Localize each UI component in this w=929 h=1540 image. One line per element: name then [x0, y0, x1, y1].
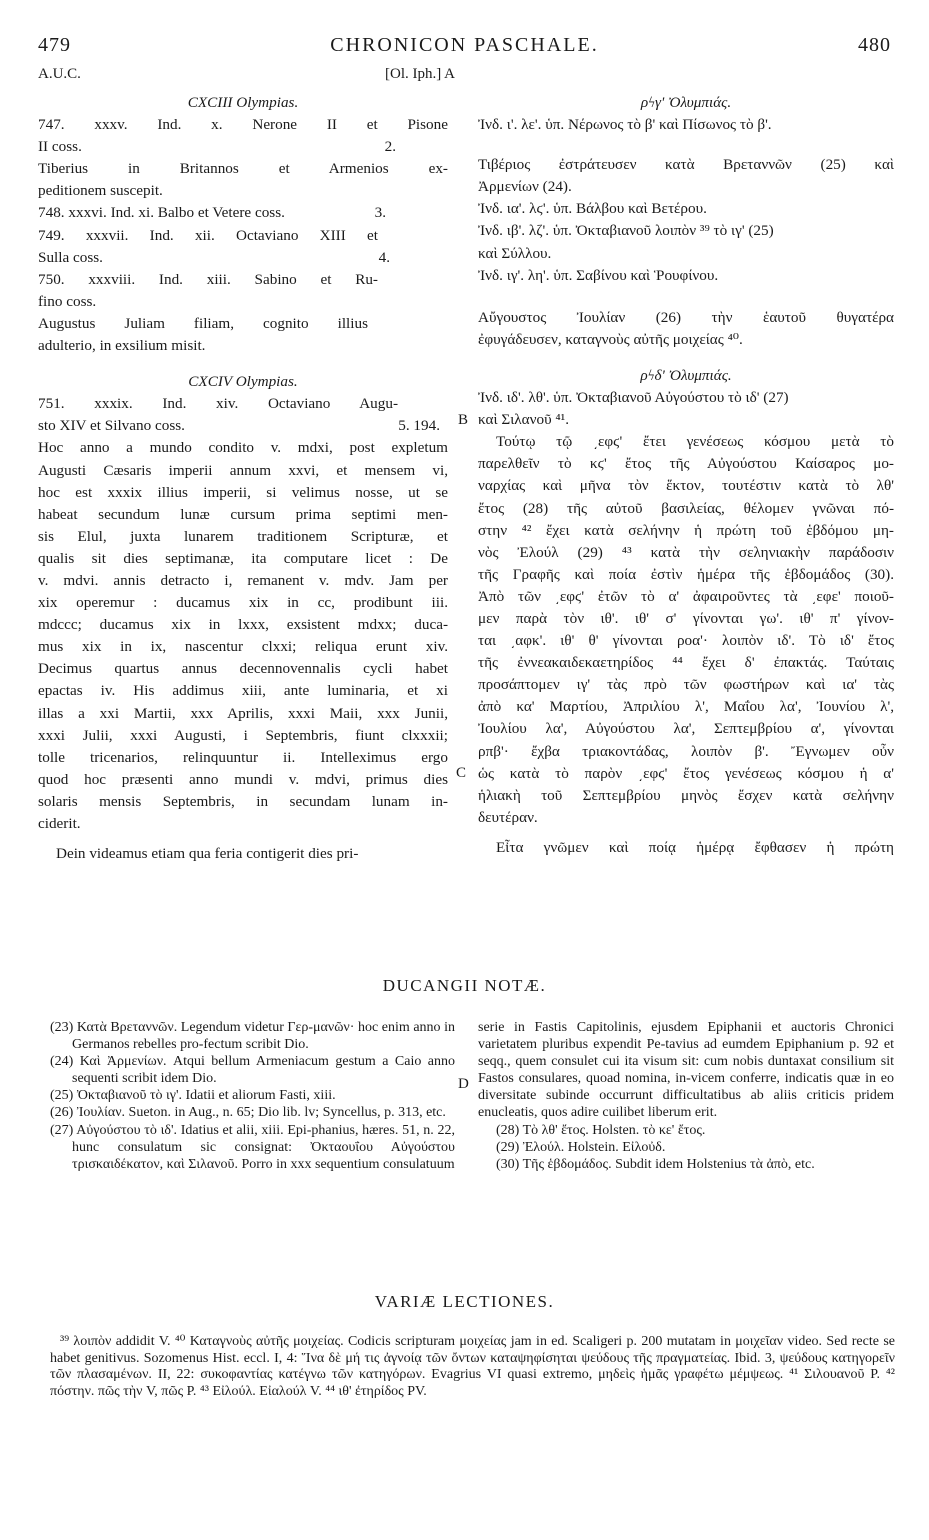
latin-body-line: hoc est xxxix illius imperii, si velimus nosse, ut se: [38, 483, 448, 501]
notes-title: DUCANGII NOTÆ.: [382, 976, 547, 995]
note-item: (29) Ἐλούλ. Holstein. Εἰλοὐδ.: [496, 1139, 666, 1155]
greek-body-line: ἔτος (28) τῆς αὐτοῦ βασιλείας, θέλομεν γνῶναι πό-: [478, 499, 894, 517]
latin-line: adulterio, in exsilium misit.: [38, 337, 206, 355]
greek-body-line: νὸς Ἐλούλ (29) ⁴³ κατὰ τὴν σεληνιακὴν παράδοσιν: [478, 543, 894, 561]
latin-line: 751. xxxix. Ind. xiv. Octaviano Augu-: [38, 395, 398, 413]
margin-marker-b: B: [458, 412, 469, 428]
auc-label: A.U.C.: [38, 66, 81, 82]
latin-body-line: ciderit.: [38, 815, 81, 832]
note-item: (23) Κατὰ Βρεταννῶν. Legendum videtur Γερ-μανῶν· hoc enim anno in Germanos rebelles pro-fectum scribit Dio.: [50, 1020, 455, 1053]
running-title: CHRONICON PASCHALE.: [330, 34, 599, 56]
note-item: (27) Αὐγούστου τὸ ιδ'. Idatius et alii, xiii. Epi-phanius, hæres. 51, n. 22, hunc consulatum sic consignat: Ὀκταουΐου Αὐγούστου τρισκαιδέκατον, καὶ Σιλανοῦ. Porro in xxx sequentium consulatuum: [50, 1122, 455, 1172]
greek-line: Ἰνδ. ι'. λε'. ὑπ. Νέρωνος τὸ β' καὶ Πίσωνος τὸ β'.: [478, 116, 772, 134]
greek-line: Ἰνδ. ιγ'. λη'. ὑπ. Σαβίνου καὶ Ῥουφίνου.: [478, 266, 719, 284]
latin-olympiad-heading: CXCIII Olympias.: [187, 94, 299, 111]
latin-body-line: solaris mensis Septembris, in secundam lunam in-: [38, 792, 448, 810]
latin-body-line: quod hoc præsenti anno mundi v. mdvi, primus dies: [38, 770, 448, 788]
greek-line: καὶ Σύλλου.: [478, 244, 552, 262]
greek-body-line: ναρχίας καὶ μῆνα τὸν ἕκτον, τουτέστιν κατὰ τὸ λθ': [478, 477, 894, 495]
page-number-left: 479: [38, 34, 71, 56]
latin-line: 750. xxxviii. Ind. xiii. Sabino et Ru-: [38, 270, 378, 288]
greek-olympiad-heading: ρϟγ' Ὀλυμπιάς.: [640, 94, 732, 111]
latin-body-line: Decimus quartus annus decennovennalis cycli habet: [38, 660, 448, 678]
greek-line: Ἰνδ. ια'. λϛ'. ὑπ. Βάλβου καὶ Βετέρου.: [478, 200, 707, 218]
latin-line: Augustus Juliam filiam, cognito illius: [38, 314, 368, 332]
latin-olympiad-heading: CXCIV Olympias.: [188, 373, 298, 391]
greek-body-line: παρελθεῖν τὸ κϛ' ἔτος τῆς Αὐγούστου Καίσαρος μο-: [478, 455, 894, 473]
greek-line: Ἰνδ. ιδ'. λθ'. ὑπ. Ὀκταβιανοῦ Αὐγούστου τὸ ιδ' (27): [478, 389, 789, 407]
latin-body-line: mus xix in ix, nascentur clxxi; reliqua erunt xiv.: [38, 638, 448, 656]
latin-body-line: xix operemur : ducamus xix in cc, prodibunt iii.: [38, 594, 448, 612]
greek-body-line: Ἀπὸ τῶν ͵εφϛ' ἐτῶν τὸ α' ἀφαιροῦντες τὰ ͵εφε' ποιοῦ-: [478, 587, 894, 605]
greek-body-line: ὡς κατὰ τὸ παρὸν ͵εφϛ' ἔτος γενέσεως κόσμου ἡ α': [478, 764, 894, 782]
latin-column: [38, 92, 448, 865]
latin-body-line: habeat secundum lunæ cursum prima septimi men-: [38, 505, 448, 523]
latin-body-line: sis Elul, juxta lunarem traditionem Scripturæ, et: [38, 527, 448, 545]
greek-olympiad-heading: ρϟδ' Ὀλυμπιάς.: [640, 366, 732, 384]
greek-line: Ἀρμενίων (24).: [478, 178, 572, 196]
note-item: (25) Ὀκταβιανοῦ τὸ ιγ'. Idatii et aliorum Fasti, xiii.: [50, 1088, 336, 1104]
latin-line: 748. xxxvi. Ind. xi. Balbo et Vetere coss. 3.: [38, 204, 386, 222]
greek-body-line: τῆς Γραφῆς καὶ ποία ἐστὶν ἡμέρα τῆς ἑβδομάδος (30).: [478, 565, 894, 583]
greek-body-line: Ἰουλίου λα', Αὐγούστου λα', Σεπτεμβρίου α', γίνονται: [478, 720, 894, 738]
greek-body-line: ἡλιακὴ τοῦ Σεπτεμβρίου μηνὸς ἔσχεν κατὰ σελήνην: [478, 786, 894, 804]
latin-body-line: qualis sit dies septimanæ, ita computare licet : De: [38, 549, 448, 567]
greek-line: ἐφυγάδευσεν, καταγνοὺς αὐτῆς μοιχείας ⁴⁰.: [478, 330, 743, 348]
latin-body-line: Augusti Cæsaris imperii annum xxvi, et mensem vi,: [38, 461, 448, 479]
latin-line: fino coss.: [38, 292, 97, 310]
latin-line: II coss. 2.: [38, 138, 396, 156]
page-number-right: 480: [858, 34, 891, 56]
notes-right-column: [478, 1019, 894, 1173]
latin-body-line: Hoc anno a mundo condito v. mdxi, post expletum: [38, 439, 448, 457]
latin-line: 749. xxxvii. Ind. xii. Octaviano XIII et: [38, 226, 378, 244]
latin-body-line: tolle tricenarios, relinquuntur ii. Intelleximus ergo: [38, 748, 448, 766]
latin-body-line: illas a xxi Martii, xxx Aprilis, xxxi Maii, xxx Junii,: [38, 704, 448, 722]
margin-marker-d: D: [458, 1076, 469, 1092]
greek-body-line: ται ͵αφκ'. ιθ' θ' γίνονται ροα'· λοιπὸν ιδ'. Τὸ ιδ' ἔτος: [478, 632, 894, 650]
greek-body-line: τῆς ἐννεακαιδεκαετηρίδος ⁴⁴ ἔχει δ' ἐπακτάς. Ταύταις: [478, 654, 894, 672]
greek-body-line: στην ⁴² ἔχει κατὰ σελήνην ἡ πρώτη τοῦ ἑβδόμου μη-: [478, 521, 894, 539]
greek-line: καὶ Σιλανοῦ ⁴¹.: [478, 411, 570, 429]
greek-column: [478, 92, 894, 859]
note-item: serie in Fastis Capitolinis, ejusdem Epiphanii et auctoris Chronici varietatem pluribus expendit Pe-tavius ad eumdem Epiphanium p. 92 et seqq., quem consulet cui ita visum sit: cum nobis duntaxat consilium sit Fastos consulares, quoad nomina, in-vicem conferre, indicatis quæ in eo diversitate subinde occurrunt difficultatibus ab aliis criticis pridem enucleatis, quos adire cuilibet liberum erit.: [478, 1020, 894, 1121]
greek-line: Αὔγουστος Ἰουλίαν (26) τὴν ἑαυτοῦ θυγατέρα: [478, 308, 894, 326]
latin-body-line: epactas iv. His addimus xiii, ante luminaria, et xi: [38, 682, 448, 700]
note-item: (26) Ἰουλίαν. Sueton. in Aug., n. 65; Dio lib. lv; Syncellus, p. 313, etc.: [50, 1105, 446, 1121]
latin-body-line: xxxi Julii, xxxi Augusti, i Septembris, fiunt clxxxii;: [38, 726, 448, 744]
latin-line: sto XIV et Silvano coss. 5. 194.: [38, 417, 440, 435]
note-item: (28) Τὸ λθ' ἔτος. Holsten. τὸ κε' ἔτος.: [496, 1122, 706, 1138]
greek-closing-line: Εἶτα γνῶμεν καὶ ποίᾳ ἡμέρᾳ ἔφθασεν ἡ πρώτη: [496, 838, 894, 856]
latin-closing-line: Dein videamus etiam qua feria contigerit dies pri-: [56, 845, 359, 863]
greek-body-line: Τούτῳ τῷ ͵εφϛ' ἔτει γενέσεως κόσμου μετὰ τὸ: [496, 433, 894, 451]
note-item: (24) Καὶ Ἀρμενίων. Atqui bellum Armeniacum gestum a Caio anno sequenti scribit idem Dio.: [50, 1054, 455, 1087]
latin-body-line: v. mdvi. annis detracto i, remanent v. mdv. Jam per: [38, 571, 448, 589]
variae-lectiones-text: [50, 1334, 895, 1400]
margin-marker-c: C: [456, 765, 467, 781]
greek-line: Ἰνδ. ιβ'. λζ'. ὑπ. Ὀκταβιανοῦ λοιπὸν ³⁹ τὸ ιγ' (25): [478, 222, 774, 240]
latin-line: 747. xxxv. Ind. x. Nerone II et Pisone: [38, 116, 448, 134]
note-item: (30) Τῆς ἑβδομάδος. Subdit idem Holstenius τὰ ἀπὸ, etc.: [496, 1156, 815, 1172]
variae-title: VARIÆ LECTIONES.: [374, 1292, 555, 1311]
greek-body-line: ρπβ'· ἔχβα τριακοντάδας, λοιπὸν β'. Ἔγνωμεν οὖν: [478, 742, 894, 760]
greek-body-line: ἀπὸ κα' Μαρτίου, Ἀπριλίου λ', Μαΐου λα', Ἰουνίου λ',: [478, 698, 894, 716]
greek-line: Τιβέριος ἐστράτευσεν κατὰ Βρεταννῶν (25) καὶ: [478, 156, 894, 174]
latin-line: peditionem suscepit.: [38, 182, 163, 200]
variae-paragraph: ³⁹ λοιπὸν addidit V. ⁴⁰ Καταγνοὺς αὐτῆς μοιχείας. Codicis scripturam μοιχείας jam in ed. Scaligeri p. 200 mutatam in μοιχεῖαν video. Sed recte se habet genitivus. Sozomenus Hist. eccl. I, 4: Ἵνα δὲ μή τις ἀγνοίᾳ τῶν ὄντων καταψηφίσηται ψεύδους τῆς πραγματείας. Ibid. 3, ψεύδους κατηγορεῖν τῶν πλασαμένων. II, 22: συκοφαντίας κατέγνω τῶν κατηγόρων. Evagrius VI quasi extremo, μηδεὶς ἡμᾶς γραφέτω μέμψεως. ⁴¹ Σιλουανοῦ P. ⁴² πόστην. πῶς τὴν V, πῶς P. ⁴³ Εἰλούλ. Εἰαλούλ V. ⁴⁴ ιθ' ἐτηρίδος PV.: [50, 1334, 895, 1399]
notes-left-column: [50, 1019, 455, 1173]
greek-body-line: δευτέραν.: [478, 808, 538, 826]
latin-body-line: mdccc; ducamus xix in lxxx, exsistent mdxx; duca-: [38, 616, 448, 634]
olympiad-label: [Ol. Iph.] A: [385, 66, 455, 82]
latin-line: Sulla coss. 4.: [38, 248, 390, 266]
greek-body-line: προσάπτομεν ιγ' τὰς πρὸ τῶν φωστήρων καὶ ια' τὰς: [478, 676, 894, 694]
latin-line: Tiberius in Britannos et Armenios ex-: [38, 160, 448, 178]
greek-body-line: μεν παρὰ τὸν ιθ'. ιθ' σ' γίνονται γω'. ιθ' π' γίνον-: [478, 609, 894, 627]
